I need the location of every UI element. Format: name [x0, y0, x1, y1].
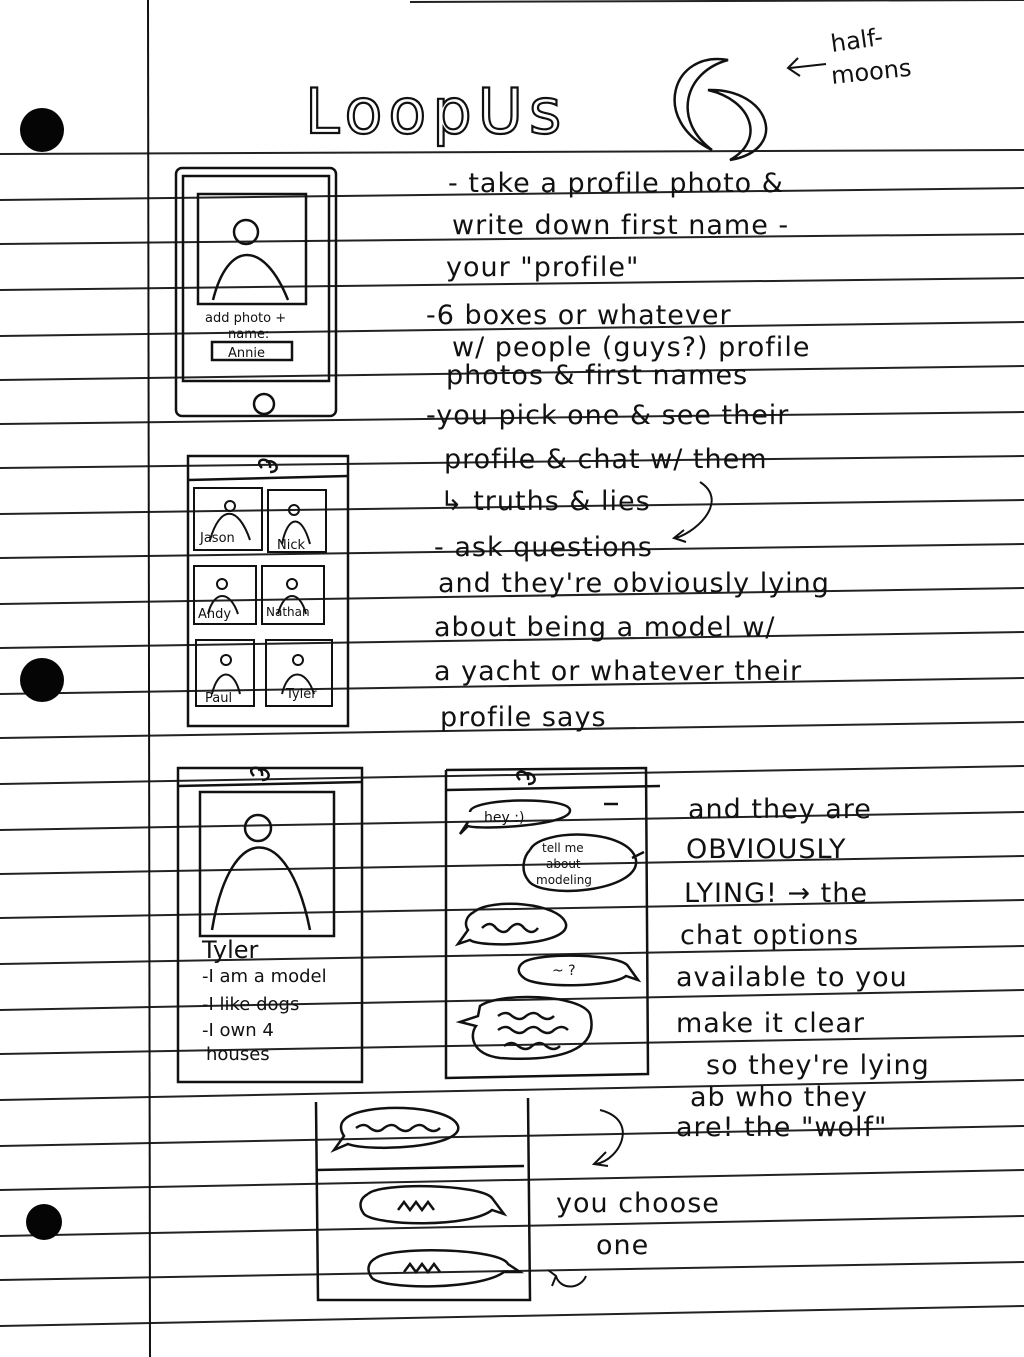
note-top-line-4: -6 boxes or whatever	[426, 300, 732, 331]
note-top-line-3: your "profile"	[446, 252, 640, 283]
binder-hole-top	[20, 108, 64, 152]
grid-name-4: Nathan	[266, 605, 310, 619]
grid-name-3: Andy	[198, 607, 232, 622]
note-mid-line-9: are! the "wolf"	[676, 1112, 888, 1143]
note-mid-line-6: make it clear	[676, 1008, 865, 1039]
profile-grid-cells	[194, 488, 332, 706]
logo-note-line1: half-	[828, 22, 885, 58]
note-bottom-line-1: you choose	[556, 1188, 720, 1219]
note-mid-line-8: ab who they	[690, 1082, 868, 1113]
note-mid-line-1: and they are	[688, 794, 872, 825]
margin-line	[148, 0, 150, 1357]
note-mid-line-7: so they're lying	[706, 1050, 930, 1081]
chat-bubble-1-text: hey :)	[484, 810, 525, 826]
logo-note-line2: moons	[829, 53, 913, 90]
response-option-1	[361, 1186, 504, 1223]
chat-bubble-4-text: ~ ?	[552, 963, 576, 979]
note-mid-line-3: LYING! → the	[684, 878, 868, 909]
note-top-line-9: ↳ truths & lies	[440, 486, 651, 517]
profile-setup-caption-line2: name:	[228, 327, 270, 342]
note-mid-line-5: available to you	[676, 962, 908, 993]
note-top-line-5: w/ people (guys?) profile	[452, 332, 811, 363]
response-option-2	[369, 1250, 520, 1286]
chat-bubble-4	[519, 956, 638, 986]
profile-setup-mockup	[176, 168, 336, 416]
chat-bubble-2-line-1: tell me	[542, 841, 584, 855]
home-button-icon	[254, 394, 274, 414]
chat-bubble-2-line-2: about	[546, 857, 581, 871]
profile-bio-line-3: -I own 4	[202, 1020, 274, 1041]
profile-setup-caption-line1: add photo +	[205, 311, 287, 326]
binder-hole-bottom	[26, 1204, 62, 1240]
grid-name-6: Tyler	[286, 687, 317, 702]
note-top-line-7: -you pick one & see their	[426, 400, 790, 431]
note-mid-line-4: chat options	[680, 920, 860, 951]
note-top-line-13: a yacht or whatever their	[434, 656, 803, 687]
half-moon-logo-icon	[675, 59, 766, 160]
note-top-line-6: photos & first names	[446, 360, 749, 391]
note-top-line-14: profile says	[440, 702, 607, 733]
note-top-line-12: about being a model w/	[434, 612, 776, 643]
note-top-line-11: and they're obviously lying	[438, 568, 830, 599]
note-top-line-1: - take a profile photo &	[448, 168, 784, 199]
chat-bubble-2-line-3: modeling	[536, 873, 592, 887]
grid-name-1: Jason	[200, 531, 235, 546]
note-mid-line-2: OBVIOUSLY	[686, 834, 847, 865]
response-choice-mockup	[316, 1098, 530, 1300]
grid-name-2: Nick	[277, 538, 306, 553]
profile-bio-line-2: -I like dogs	[202, 994, 300, 1015]
note-top-line-10: - ask questions	[434, 532, 653, 563]
note-top-line-8: profile & chat w/ them	[444, 444, 768, 475]
note-bottom-line-2: one	[596, 1230, 650, 1261]
profile-name: Tyler	[202, 936, 259, 964]
app-title: LoopUs	[305, 75, 568, 148]
chat-mockup	[446, 768, 660, 1078]
note-top-line-2: write down first name -	[452, 210, 790, 241]
profile-bio-line-4: houses	[206, 1044, 270, 1065]
profile-setup-name-field: Annie	[228, 346, 265, 361]
grid-name-5: Paul	[205, 691, 233, 706]
profile-bio-line-1: -I am a model	[202, 966, 327, 987]
binder-hole-middle	[20, 658, 64, 702]
arrow-icon	[788, 58, 826, 76]
